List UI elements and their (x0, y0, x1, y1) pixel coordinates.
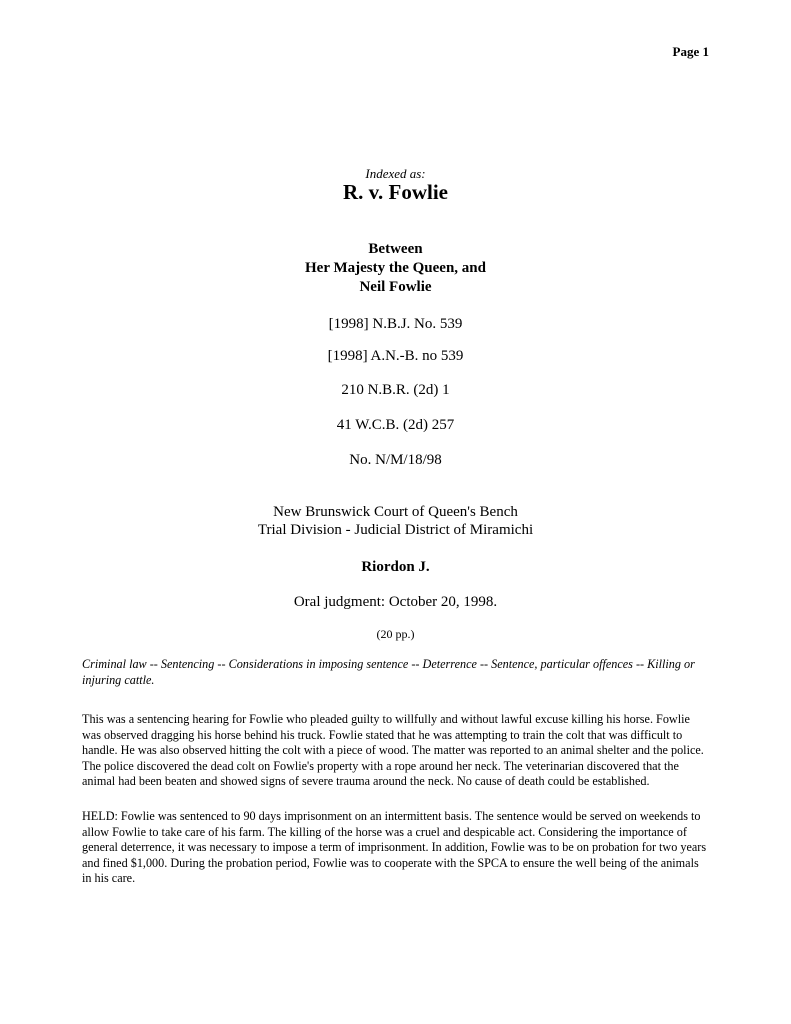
parties-defendant: Neil Fowlie (359, 279, 432, 295)
court-name: New Brunswick Court of Queen's Bench (273, 504, 518, 520)
court-division: Trial Division - Judicial District of Miramichi (257, 522, 534, 538)
citation-wcb: 41 W.C.B. (2d) 257 (336, 417, 455, 433)
catchwords: Criminal law -- Sentencing -- Considerations in imposing sentence -- Deterrence -- Sentence, particular offences -- Killing or injuring cattle. (82, 657, 695, 687)
citation-nbr: 210 N.B.R. (2d) 1 (341, 382, 450, 398)
judgment-date: Oral judgment: October 20, 1998. (293, 594, 498, 610)
indexed-as-label: Indexed as: (365, 166, 426, 181)
court-block (0, 503, 791, 539)
parties-plaintiff: Her Majesty the Queen, and (305, 260, 486, 276)
citation-nbj: [1998] N.B.J. No. 539 (328, 316, 463, 332)
case-title: R. v. Fowlie (343, 180, 448, 204)
parties-block (0, 240, 791, 297)
page-count: (20 pp.) (376, 627, 415, 641)
citation-anb: [1998] A.N.-B. no 539 (327, 348, 464, 364)
held-paragraph: HELD: Fowlie was sentenced to 90 days imprisonment on an intermittent basis. The sentence would be served on weekends to allow Fowlie to take care of his farm. The killing of the horse was a cruel and despicable act. Considering the importance of general deterrence, it was necessary to impose a term of imprisonment. In addition, Fowlie was to be on probation for two years and fined $1,000. During the probation period, Fowlie was to cooperate with the SPCA to ensure the well being of the animals in his care. (82, 809, 707, 886)
docket-number: No. N/M/18/98 (349, 452, 442, 468)
parties-between: Between (368, 241, 423, 257)
case-summary: This was a sentencing hearing for Fowlie who pleaded guilty to willfully and without lawful excuse killing his horse. Fowlie was observed dragging his horse behind his truck. Fowlie stated that he was attempting to train the colt that was difficult to handle. He was also observed hitting the colt with a piece of wood. The matter was reported to an animal shelter and the police. The police discovered the dead colt on Fowlie's property with a rope around her neck. The veterinarian discovered that the animal had been beaten and showed signs of severe trauma around the neck. No cause of death could be established. (82, 712, 704, 789)
page-number: Page 1 (672, 44, 709, 59)
judge-name: Riordon J. (361, 559, 430, 575)
